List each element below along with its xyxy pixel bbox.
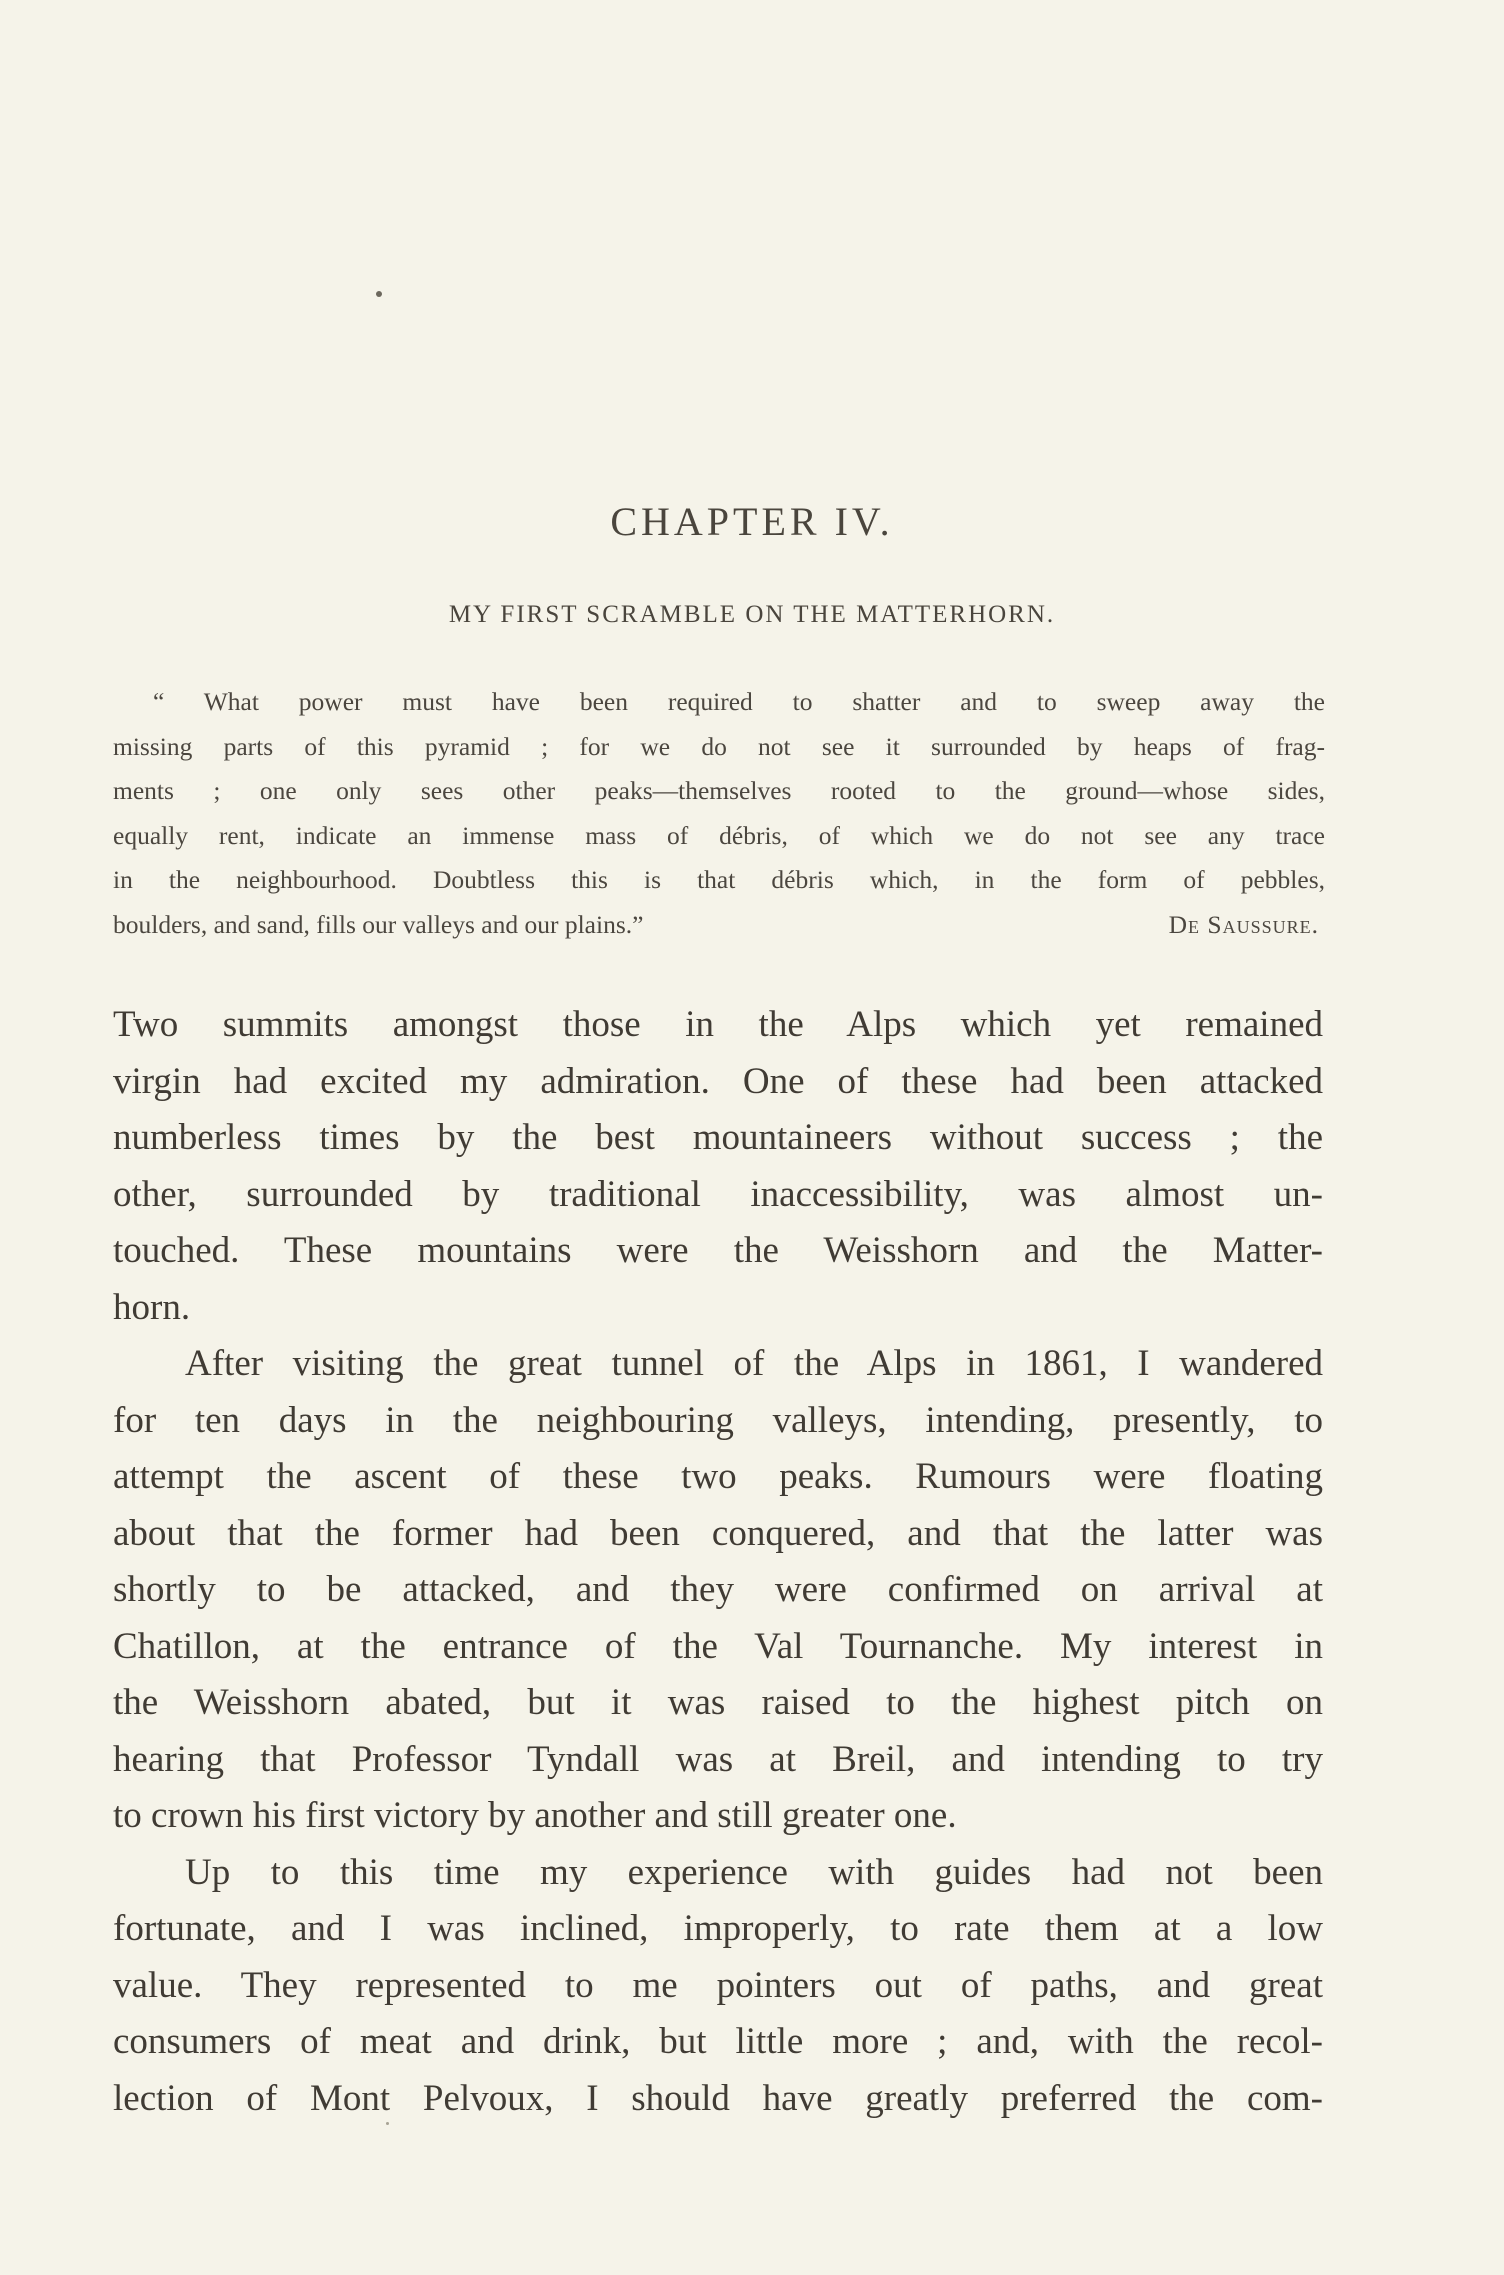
body-line: Chatillon, at the entrance of the Val Tournanche. My interest in	[113, 1625, 1323, 1667]
chapter-title: CHAPTER IV.	[610, 499, 894, 544]
epigraph-attribution: De Saussure.	[1168, 909, 1319, 939]
body-line: attempt the ascent of these two peaks. Rumours were floating	[113, 1456, 1323, 1497]
body-line: other, surrounded by traditional inaccessibility, was almost un-	[113, 1173, 1323, 1215]
epigraph-line: boulders, and sand, fills our valleys and our plains.”	[113, 909, 644, 939]
body-line: about that the former had been conquered, and that the latter was	[113, 1512, 1323, 1554]
body-text	[113, 997, 1323, 2127]
body-line: lection of Mont Pelvoux, I should have greatly preferred the com-	[113, 2077, 1323, 2119]
epigraph	[113, 680, 1325, 947]
epigraph-line: “ What power must have been required to shatter and to sweep away the	[153, 687, 1325, 716]
epigraph-line: missing parts of this pyramid ; for we do not see it surrounded by heaps of frag-	[113, 731, 1325, 761]
chapter-subtitle: MY FIRST SCRAMBLE ON THE MATTERHORN.	[448, 601, 1056, 628]
body-line: fortunate, and I was inclined, improperly, to rate them at a low	[113, 1908, 1323, 1949]
epigraph-line: in the neighbourhood. Doubtless this is that débris which, in the form of pebbles,	[113, 865, 1325, 894]
body-line: Up to this time my experience with guides had not been	[185, 1851, 1323, 1893]
body-line: virgin had excited my admiration. One of these had been attacked	[113, 1060, 1323, 1102]
epigraph-last-line	[113, 903, 1325, 948]
epigraph-line: ments ; one only sees other peaks—themselves rooted to the ground—whose sides,	[113, 776, 1325, 805]
body-line: touched. These mountains were the Weisshorn and the Matter-	[113, 1230, 1323, 1271]
ink-speck	[376, 291, 382, 297]
body-line: numberless times by the best mountaineers without success ; the	[113, 1117, 1323, 1158]
body-line: horn.	[113, 1286, 191, 1328]
body-line: consumers of meat and drink, but little more ; and, with the recol-	[113, 2021, 1323, 2062]
epigraph-line: equally rent, indicate an immense mass of débris, of which we do not see any trace	[113, 820, 1325, 850]
body-line: hearing that Professor Tyndall was at Breil, and intending to try	[113, 1738, 1323, 1780]
body-line: for ten days in the neighbouring valleys, intending, presently, to	[113, 1399, 1323, 1441]
body-line: After visiting the great tunnel of the Alps in 1861, I wandered	[185, 1343, 1323, 1384]
body-line: the Weisshorn abated, but it was raised to the highest pitch on	[113, 1682, 1323, 1723]
body-line: Two summits amongst those in the Alps which yet remained	[113, 1004, 1323, 1045]
body-line: to crown his first victory by another and still greater one.	[113, 1795, 957, 1836]
body-line: value. They represented to me pointers out of paths, and great	[113, 1964, 1323, 2006]
body-line: shortly to be attacked, and they were confirmed on arrival at	[113, 1569, 1323, 1610]
